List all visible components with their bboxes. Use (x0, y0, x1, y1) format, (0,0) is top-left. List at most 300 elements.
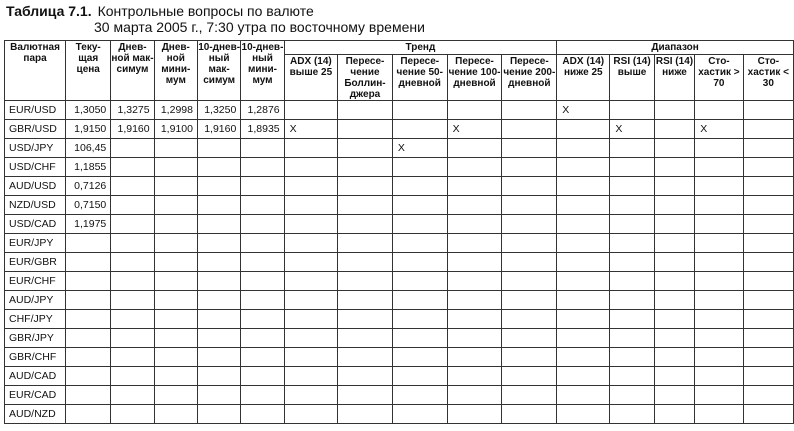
cell-trend-mark (392, 158, 447, 177)
cell-range-mark (654, 405, 694, 424)
cell-trend-mark (502, 291, 557, 310)
cell-range-mark (654, 348, 694, 367)
cell-day-min (154, 367, 197, 386)
cell-range-mark (743, 348, 793, 367)
table-row (5, 196, 794, 215)
header-trend-ma100: Пересе-чение 100-дневной (447, 55, 502, 101)
cell-range-mark (695, 291, 743, 310)
cell-trend-mark (392, 215, 447, 234)
cell-trend-mark (338, 272, 393, 291)
cell-ten-day-min (241, 386, 284, 405)
cell-range-mark (695, 405, 743, 424)
cell-trend-mark (447, 139, 502, 158)
cell-day-min: 1,2998 (154, 101, 197, 120)
cell-trend-mark (338, 177, 393, 196)
cell-pair: EUR/USD (5, 101, 66, 120)
cell-range-mark (695, 310, 743, 329)
cell-ten-day-min (241, 405, 284, 424)
cell-range-mark (695, 234, 743, 253)
cell-range-mark (610, 253, 654, 272)
cell-trend-mark (502, 196, 557, 215)
header-current-price: Теку-щая цена (66, 41, 111, 101)
cell-range-mark (557, 177, 610, 196)
cell-trend-mark (447, 329, 502, 348)
cell-pair: EUR/CAD (5, 386, 66, 405)
cell-day-max (111, 158, 154, 177)
cell-day-max (111, 367, 154, 386)
header-range-stoch-below: Сто-хастик < 30 (743, 55, 793, 101)
cell-trend-mark (502, 158, 557, 177)
cell-ten-day-min (241, 348, 284, 367)
cell-range-mark (654, 253, 694, 272)
cell-trend-mark (447, 196, 502, 215)
cell-range-mark (743, 177, 793, 196)
cell-pair: GBR/CHF (5, 348, 66, 367)
cell-trend-mark: X (392, 139, 447, 158)
cell-ten-day-max: 1,9160 (197, 120, 240, 139)
cell-range-mark (695, 196, 743, 215)
table-row (5, 329, 794, 348)
cell-day-max (111, 272, 154, 291)
cell-range-mark (557, 196, 610, 215)
header-range-adx-below: ADX (14) ниже 25 (557, 55, 610, 101)
cell-pair: USD/CAD (5, 215, 66, 234)
cell-day-max: 1,3275 (111, 101, 154, 120)
cell-current-price (66, 386, 111, 405)
cell-trend-mark (502, 310, 557, 329)
cell-day-min (154, 177, 197, 196)
header-range-group: Диапазон (557, 41, 794, 55)
cell-range-mark (743, 101, 793, 120)
cell-trend-mark (338, 196, 393, 215)
table-row (5, 405, 794, 424)
cell-ten-day-min (241, 177, 284, 196)
cell-range-mark (695, 329, 743, 348)
cell-ten-day-max (197, 348, 240, 367)
cell-pair: AUD/JPY (5, 291, 66, 310)
cell-ten-day-min (241, 253, 284, 272)
cell-day-max (111, 291, 154, 310)
cell-range-mark (743, 405, 793, 424)
cell-trend-mark (502, 234, 557, 253)
cell-ten-day-max (197, 367, 240, 386)
table-row (5, 139, 794, 158)
cell-pair: GBR/JPY (5, 329, 66, 348)
table-row (5, 310, 794, 329)
cell-trend-mark (338, 367, 393, 386)
cell-trend-mark (447, 101, 502, 120)
cell-trend-mark (447, 291, 502, 310)
cell-current-price: 1,1975 (66, 215, 111, 234)
cell-current-price (66, 272, 111, 291)
cell-trend-mark (447, 177, 502, 196)
header-ten-day-min: 10-днев-ный мини-мум (241, 41, 284, 101)
cell-trend-mark (502, 215, 557, 234)
cell-trend-mark (502, 272, 557, 291)
table-row (5, 158, 794, 177)
cell-trend-mark (502, 253, 557, 272)
cell-range-mark (743, 367, 793, 386)
cell-day-max (111, 386, 154, 405)
cell-range-mark (654, 196, 694, 215)
cell-current-price (66, 310, 111, 329)
cell-range-mark (695, 158, 743, 177)
cell-trend-mark (392, 348, 447, 367)
cell-ten-day-max (197, 234, 240, 253)
cell-day-min (154, 310, 197, 329)
cell-range-mark (695, 139, 743, 158)
cell-ten-day-max (197, 158, 240, 177)
cell-trend-mark (338, 348, 393, 367)
cell-range-mark (610, 177, 654, 196)
cell-range-mark (557, 120, 610, 139)
cell-range-mark (743, 120, 793, 139)
cell-range-mark (610, 405, 654, 424)
cell-range-mark (610, 348, 654, 367)
cell-trend-mark (392, 196, 447, 215)
header-day-min: Днев-ной мини-мум (154, 41, 197, 101)
cell-range-mark (654, 139, 694, 158)
cell-range-mark (557, 405, 610, 424)
cell-pair: EUR/CHF (5, 272, 66, 291)
cell-trend-mark (392, 272, 447, 291)
cell-range-mark (654, 291, 694, 310)
cell-trend-mark (447, 234, 502, 253)
cell-range-mark (610, 386, 654, 405)
cell-day-min (154, 196, 197, 215)
table-number: Таблица 7.1. (6, 3, 92, 19)
cell-ten-day-max (197, 272, 240, 291)
cell-trend-mark (392, 291, 447, 310)
cell-range-mark (654, 386, 694, 405)
cell-range-mark (557, 348, 610, 367)
cell-range-mark (695, 177, 743, 196)
cell-day-min: 1,9100 (154, 120, 197, 139)
cell-trend-mark (284, 139, 337, 158)
cell-trend-mark (447, 405, 502, 424)
table-row (5, 386, 794, 405)
cell-ten-day-min: 1,2876 (241, 101, 284, 120)
cell-range-mark (695, 272, 743, 291)
cell-current-price (66, 367, 111, 386)
cell-pair: AUD/NZD (5, 405, 66, 424)
cell-trend-mark (392, 101, 447, 120)
cell-trend-mark (284, 367, 337, 386)
cell-trend-mark (284, 386, 337, 405)
currency-checklist-table (4, 40, 794, 424)
cell-day-min (154, 405, 197, 424)
cell-day-min (154, 158, 197, 177)
cell-trend-mark (392, 367, 447, 386)
header-group-row (5, 41, 794, 55)
cell-trend-mark (338, 405, 393, 424)
header-trend-bollinger: Пересе-чение Боллин-джера (338, 55, 393, 101)
cell-range-mark (557, 215, 610, 234)
cell-range-mark (610, 272, 654, 291)
cell-trend-mark (284, 329, 337, 348)
header-range-rsi-below: RSI (14) ниже (654, 55, 694, 101)
header-pair: Валютная пара (5, 41, 66, 101)
cell-ten-day-min (241, 196, 284, 215)
cell-trend-mark (447, 158, 502, 177)
cell-current-price: 0,7126 (66, 177, 111, 196)
cell-trend-mark (447, 215, 502, 234)
cell-pair: NZD/USD (5, 196, 66, 215)
cell-ten-day-min (241, 291, 284, 310)
header-trend-group: Тренд (284, 41, 557, 55)
cell-range-mark (610, 139, 654, 158)
cell-day-min (154, 253, 197, 272)
cell-range-mark (654, 234, 694, 253)
cell-trend-mark (284, 253, 337, 272)
cell-ten-day-min (241, 158, 284, 177)
cell-ten-day-max: 1,3250 (197, 101, 240, 120)
table-row (5, 272, 794, 291)
table-row (5, 348, 794, 367)
cell-range-mark (557, 329, 610, 348)
cell-trend-mark (338, 139, 393, 158)
cell-ten-day-max (197, 253, 240, 272)
table-row (5, 101, 794, 120)
cell-current-price: 0,7150 (66, 196, 111, 215)
cell-trend-mark (502, 386, 557, 405)
cell-ten-day-min (241, 215, 284, 234)
cell-trend-mark (338, 158, 393, 177)
cell-range-mark (695, 367, 743, 386)
cell-day-max (111, 139, 154, 158)
cell-range-mark (743, 253, 793, 272)
cell-trend-mark (392, 329, 447, 348)
cell-trend-mark (447, 386, 502, 405)
cell-trend-mark (338, 101, 393, 120)
cell-pair: EUR/JPY (5, 234, 66, 253)
cell-current-price (66, 329, 111, 348)
cell-pair: EUR/GBR (5, 253, 66, 272)
cell-range-mark (557, 158, 610, 177)
cell-trend-mark (284, 310, 337, 329)
cell-current-price: 106,45 (66, 139, 111, 158)
cell-trend-mark (284, 101, 337, 120)
cell-current-price: 1,9150 (66, 120, 111, 139)
cell-day-max: 1,9160 (111, 120, 154, 139)
cell-day-max (111, 234, 154, 253)
cell-current-price: 1,3050 (66, 101, 111, 120)
cell-day-min (154, 215, 197, 234)
cell-pair: CHF/JPY (5, 310, 66, 329)
cell-day-max (111, 177, 154, 196)
cell-trend-mark (447, 310, 502, 329)
cell-range-mark (695, 253, 743, 272)
cell-day-min (154, 348, 197, 367)
cell-trend-mark (502, 348, 557, 367)
header-trend-adx-above: ADX (14) выше 25 (284, 55, 337, 101)
table-row (5, 253, 794, 272)
cell-range-mark (695, 386, 743, 405)
cell-trend-mark (338, 329, 393, 348)
cell-trend-mark (502, 177, 557, 196)
cell-ten-day-min (241, 272, 284, 291)
cell-trend-mark (284, 196, 337, 215)
cell-current-price (66, 405, 111, 424)
cell-ten-day-max (197, 310, 240, 329)
cell-range-mark (743, 386, 793, 405)
cell-ten-day-max (197, 139, 240, 158)
header-range-rsi-above: RSI (14) выше (610, 55, 654, 101)
cell-trend-mark (284, 158, 337, 177)
cell-range-mark (654, 215, 694, 234)
cell-day-min (154, 329, 197, 348)
cell-pair: USD/JPY (5, 139, 66, 158)
cell-trend-mark (502, 120, 557, 139)
cell-ten-day-min (241, 234, 284, 253)
cell-trend-mark (284, 234, 337, 253)
cell-ten-day-max (197, 196, 240, 215)
cell-range-mark: X (695, 120, 743, 139)
cell-trend-mark (502, 367, 557, 386)
cell-trend-mark (392, 310, 447, 329)
cell-ten-day-min (241, 367, 284, 386)
cell-ten-day-min (241, 139, 284, 158)
cell-trend-mark (392, 405, 447, 424)
cell-current-price (66, 291, 111, 310)
cell-trend-mark (392, 120, 447, 139)
cell-trend-mark (447, 253, 502, 272)
cell-trend-mark (338, 234, 393, 253)
cell-range-mark (695, 348, 743, 367)
cell-trend-mark (284, 291, 337, 310)
cell-day-min (154, 386, 197, 405)
cell-ten-day-max (197, 177, 240, 196)
cell-day-max (111, 348, 154, 367)
cell-range-mark (743, 139, 793, 158)
cell-current-price (66, 348, 111, 367)
header-range-stoch-above: Сто-хастик > 70 (695, 55, 743, 101)
table-row (5, 177, 794, 196)
cell-trend-mark (447, 348, 502, 367)
cell-trend-mark (284, 177, 337, 196)
cell-trend-mark (338, 253, 393, 272)
cell-range-mark (695, 215, 743, 234)
cell-day-max (111, 405, 154, 424)
cell-ten-day-min (241, 310, 284, 329)
cell-range-mark (610, 310, 654, 329)
cell-trend-mark (338, 386, 393, 405)
cell-trend-mark (447, 367, 502, 386)
cell-range-mark (654, 177, 694, 196)
cell-trend-mark (392, 386, 447, 405)
cell-range-mark (557, 272, 610, 291)
cell-trend-mark (338, 310, 393, 329)
cell-trend-mark: X (284, 120, 337, 139)
cell-pair: GBR/USD (5, 120, 66, 139)
cell-range-mark (654, 367, 694, 386)
header-trend-ma200: Пересе-чение 200-дневной (502, 55, 557, 101)
cell-range-mark: X (557, 101, 610, 120)
cell-pair: AUD/CAD (5, 367, 66, 386)
table-row (5, 120, 794, 139)
cell-range-mark (610, 367, 654, 386)
cell-trend-mark (338, 120, 393, 139)
table-title-line1: Контрольные вопросы по валюте (97, 3, 314, 19)
table-row (5, 367, 794, 386)
header-day-max: Днев-ной мак-симум (111, 41, 154, 101)
cell-trend-mark (502, 329, 557, 348)
cell-trend-mark (502, 405, 557, 424)
cell-range-mark (695, 101, 743, 120)
cell-trend-mark (284, 215, 337, 234)
cell-ten-day-min: 1,8935 (241, 120, 284, 139)
cell-current-price (66, 234, 111, 253)
cell-day-max (111, 196, 154, 215)
cell-trend-mark (447, 272, 502, 291)
cell-day-min (154, 234, 197, 253)
cell-trend-mark (284, 348, 337, 367)
cell-range-mark (743, 329, 793, 348)
cell-pair: USD/CHF (5, 158, 66, 177)
cell-ten-day-max (197, 386, 240, 405)
cell-range-mark (654, 329, 694, 348)
cell-range-mark (557, 386, 610, 405)
table-caption (6, 3, 425, 35)
cell-range-mark (743, 196, 793, 215)
cell-range-mark (610, 329, 654, 348)
cell-trend-mark (502, 101, 557, 120)
cell-range-mark (557, 253, 610, 272)
cell-current-price: 1,1855 (66, 158, 111, 177)
cell-day-max (111, 310, 154, 329)
cell-day-min (154, 272, 197, 291)
cell-trend-mark: X (447, 120, 502, 139)
cell-range-mark (743, 215, 793, 234)
cell-trend-mark (502, 139, 557, 158)
table-row (5, 291, 794, 310)
cell-day-max (111, 215, 154, 234)
cell-range-mark (654, 310, 694, 329)
cell-day-min (154, 291, 197, 310)
cell-ten-day-max (197, 405, 240, 424)
cell-trend-mark (338, 215, 393, 234)
cell-range-mark (610, 291, 654, 310)
cell-range-mark (654, 158, 694, 177)
cell-range-mark (743, 310, 793, 329)
table-row (5, 234, 794, 253)
cell-range-mark (557, 310, 610, 329)
cell-ten-day-max (197, 215, 240, 234)
cell-range-mark (743, 272, 793, 291)
cell-ten-day-max (197, 329, 240, 348)
cell-trend-mark (392, 177, 447, 196)
table-body (5, 101, 794, 424)
cell-range-mark (610, 196, 654, 215)
header-trend-ma50: Пересе-чение 50-дневной (392, 55, 447, 101)
cell-current-price (66, 253, 111, 272)
cell-range-mark (743, 158, 793, 177)
cell-day-max (111, 253, 154, 272)
cell-range-mark (743, 234, 793, 253)
cell-range-mark (610, 215, 654, 234)
cell-range-mark (654, 101, 694, 120)
cell-range-mark (557, 367, 610, 386)
header-ten-day-max: 10-днев-ный мак-симум (197, 41, 240, 101)
cell-range-mark (610, 101, 654, 120)
cell-pair: AUD/USD (5, 177, 66, 196)
table-row (5, 215, 794, 234)
cell-range-mark: X (610, 120, 654, 139)
cell-range-mark (610, 234, 654, 253)
cell-trend-mark (392, 253, 447, 272)
cell-trend-mark (392, 234, 447, 253)
cell-range-mark (557, 139, 610, 158)
